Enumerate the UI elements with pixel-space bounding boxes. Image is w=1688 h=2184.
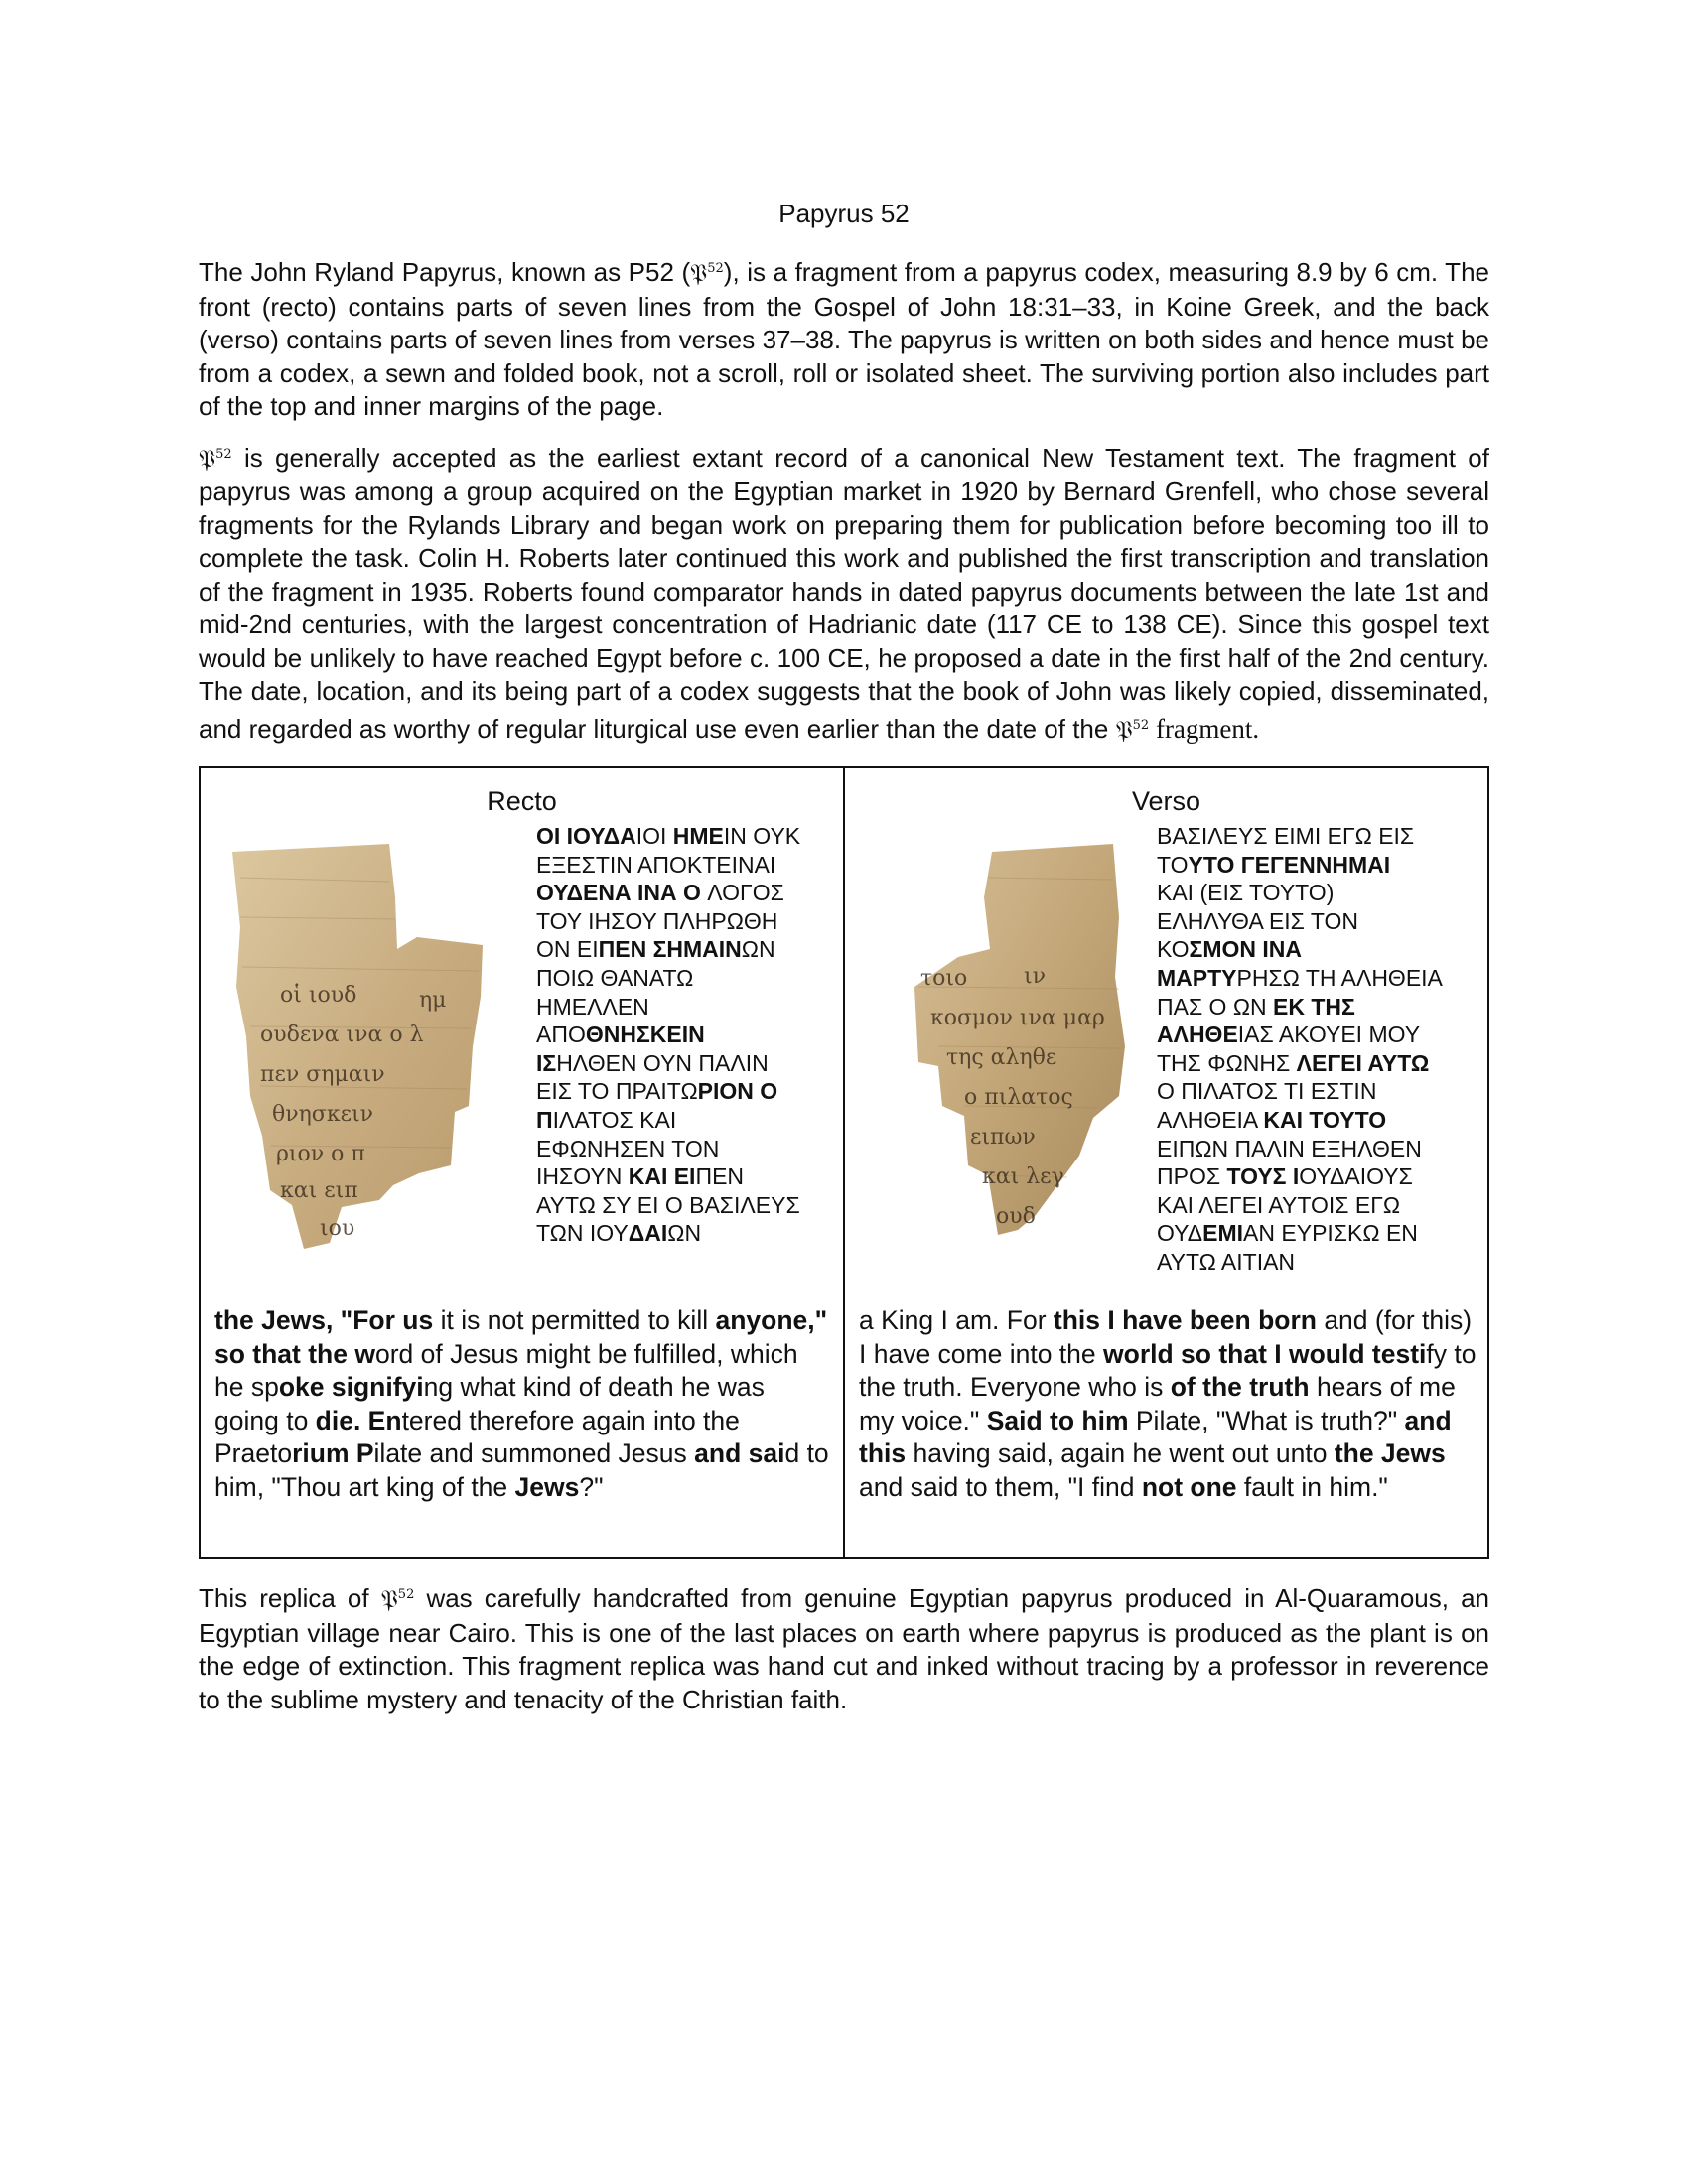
greek-segment: ΑΥΤΩ ΣΥ ΕΙ Ο ΒΑΣΙΛΕΥΣ	[536, 1191, 800, 1218]
greek-segment: ΑΝ ΕΥΡΙΣΚΩ ΕΝ	[1243, 1220, 1418, 1247]
verso-greek-text	[1157, 822, 1443, 1318]
greek-segment: ΗΛΘΕΝ ΟΥΝ ΠΑΛΙΝ	[556, 1049, 769, 1076]
greek-segment: ΟΥΔ	[1157, 1220, 1203, 1247]
recto-greek-line	[536, 1162, 800, 1191]
p52-symbol: 𝔓$^{52}$	[380, 1585, 415, 1613]
greek-segment: ΣΜΟΝ ΙΝΑ	[1189, 936, 1302, 963]
greek-segment: ΙΣ	[536, 1049, 557, 1076]
translation-segment: world so that I would testi	[1103, 1338, 1427, 1369]
svg-text:οἱ ιουδ: οἱ ιουδ	[280, 983, 357, 1008]
svg-text:και λεγ: και λεγ	[982, 1164, 1064, 1189]
svg-text:ιν: ιν	[1024, 964, 1046, 989]
comparison-table	[199, 766, 1489, 1559]
translation-segment: ord of Jesus might be fulfilled, which he sp	[214, 1338, 798, 1402]
greek-segment: ΕΙΣ ΤΟ ΠΡΑΙΤΩ	[536, 1078, 698, 1105]
translation-segment: hears of me my voice."	[859, 1372, 1456, 1435]
intro-paragraph-1	[199, 252, 1489, 424]
translation-segment: ng what kind of death he was going to	[214, 1372, 765, 1435]
recto-greek-line	[536, 879, 800, 907]
translation-segment: of the truth	[1170, 1372, 1310, 1402]
svg-text:πεν σημαιν: πεν σημαιν	[260, 1062, 385, 1087]
greek-segment: ΑΠΟ	[536, 1022, 586, 1048]
greek-segment: ΤΟ	[1157, 851, 1189, 878]
p52-symbol: 𝔓$^{52}$	[1115, 715, 1150, 744]
recto-greek-line	[536, 1106, 800, 1135]
translation-segment: Jews	[514, 1471, 580, 1502]
greek-segment: ΚΑΙ ΤΟΥΤΟ	[1263, 1106, 1387, 1133]
greek-segment: ΟΝ ΕΙ	[536, 936, 599, 963]
greek-segment: ΤΟΥ ΙΗΣΟΥ ΠΛΗΡΩΘΗ	[536, 907, 778, 934]
greek-segment: ΛΟΓΟΣ	[707, 880, 784, 906]
greek-segment: ΟΙ ΙΟΥΔΑ	[536, 823, 636, 849]
recto-greek-text	[536, 822, 800, 1318]
greek-segment: ΔΑΙ	[628, 1220, 668, 1247]
svg-text:της αληθε: της αληθε	[946, 1045, 1057, 1070]
translation-segment: a King I am. For	[859, 1305, 1054, 1335]
translation-segment: fy to the truth. Everyone who is	[859, 1338, 1477, 1402]
translation-segment: ?"	[579, 1471, 604, 1502]
greek-segment: ΘΝΗΣΚΕΙΝ	[585, 1022, 705, 1048]
verso-papyrus-image	[859, 838, 1157, 1318]
svg-text:ουδ: ουδ	[996, 1204, 1036, 1229]
intro-paragraph-2	[199, 438, 1489, 748]
recto-greek-line	[536, 1135, 800, 1163]
recto-translation	[214, 1304, 833, 1504]
verso-greek-line	[1157, 1106, 1443, 1135]
p52-symbol: 𝔓$^{52}$	[199, 444, 232, 473]
svg-text:τοιο: τοιο	[920, 966, 968, 991]
greek-segment: ΑΥΤΩ ΑΙΤΙΑΝ	[1157, 1248, 1296, 1275]
greek-segment: ΕΚ ΤΗΣ	[1273, 993, 1355, 1020]
verso-greek-line	[1157, 1049, 1443, 1078]
recto-greek-line	[536, 822, 800, 851]
intro-text: is generally accepted as the earliest extant record of a canonical New Testament text. The fragment of papyrus was among a group acquired on the Egyptian market in 1920 by Bernard Grenfell, who chose several fragments for the Rylands Library and began work on preparing them for publication before becoming too ill to complete the task. Colin H. Roberts later continued this work and published the first transcription and translation of the fragment in 1935. Roberts found comparator hands in dated papyrus documents between the late 1st and mid-2nd centuries, with the largest concentration of Hadrianic date (117 CE to 138 CE). Since this gospel text would be unlikely to have reached Egypt before c. 100 CE, he proposed a date in the first half of the 2nd century. The date, location, and its being part of a codex suggests that the book of John was likely copied, disseminated, and regarded as worthy of regular liturgical use even earlier than the date of the	[199, 442, 1489, 744]
greek-segment: ΠΑΣ Ο ΩΝ	[1157, 993, 1274, 1020]
verso-translation	[859, 1304, 1477, 1504]
translation-segment: having said, again he went out unto	[906, 1438, 1335, 1468]
greek-segment: ΜΑΡΤΥ	[1157, 964, 1237, 991]
svg-text:ιου: ιου	[320, 1216, 355, 1241]
greek-segment: ΤΟΥΣ Ι	[1226, 1163, 1300, 1190]
greek-segment: ΩΝ	[667, 1220, 702, 1247]
translation-segment: fault in him."	[1236, 1471, 1388, 1502]
greek-segment: ΕΦΩΝΗΣΕΝ ΤΟΝ	[536, 1135, 720, 1161]
translation-segment: Said to him	[986, 1405, 1129, 1435]
greek-segment: ΙΛΑΤΟΣ ΚΑΙ	[552, 1106, 677, 1133]
greek-segment: ΠΕΝ ΣΗΜΑΙΝ	[598, 936, 742, 963]
translation-segment: and sai	[694, 1438, 785, 1468]
verso-column	[843, 768, 1487, 1557]
greek-segment: ΤΗΣ ΦΩΝΗΣ	[1157, 1049, 1297, 1076]
greek-segment: ΗΜΕ	[672, 823, 724, 849]
greek-segment: ΗΜΕΛΛΕΝ	[536, 993, 649, 1020]
greek-segment: ΕΞΕΣΤΙΝ ΑΠΟΚΤΕΙΝΑΙ	[536, 851, 776, 878]
verso-heading: Verso	[1131, 786, 1201, 816]
greek-segment: ΛΕΓΕΙ ΑΥΤΩ	[1296, 1049, 1430, 1076]
recto-greek-line	[536, 1077, 800, 1106]
intro-text: The John Ryland Papyrus, known as P52 (	[199, 257, 691, 287]
svg-text:θνησκειν: θνησκειν	[272, 1102, 373, 1127]
greek-segment: ΙΑΣ ΑΚΟΥΕΙ ΜΟΥ	[1237, 1022, 1421, 1048]
recto-greek-line	[536, 1191, 800, 1220]
translation-segment: and this	[859, 1405, 1452, 1468]
translation-segment: oke signifyi	[278, 1372, 424, 1402]
recto-greek-line	[536, 935, 800, 964]
greek-segment: ΙΟΙ	[635, 823, 673, 849]
recto-greek-line	[536, 1049, 800, 1078]
greek-segment: ΙΝ ΟΥΚ	[723, 823, 801, 849]
greek-segment: ΑΛΗΘΕΙΑ	[1157, 1106, 1264, 1133]
svg-text:κοσμον ινα μαρ: κοσμον ινα μαρ	[930, 1006, 1105, 1030]
verso-greek-line	[1157, 1191, 1443, 1220]
greek-segment: ΠΡΟΣ	[1157, 1163, 1227, 1190]
translation-segment: the Jews	[1334, 1438, 1446, 1468]
translation-segment: this I have been born	[1053, 1305, 1317, 1335]
translation-segment: not one	[1141, 1471, 1237, 1502]
svg-text:ο πιλατος: ο πιλατος	[964, 1085, 1073, 1110]
translation-segment: the Jews, "For us	[214, 1305, 434, 1335]
greek-segment: ΚΑΙ ΕΙ	[628, 1163, 696, 1190]
verso-greek-line	[1157, 851, 1443, 880]
translation-segment: ilate and summoned Jesus	[373, 1438, 695, 1468]
greek-segment: ΚΑΙ (ΕΙΣ ΤΟΥΤΟ)	[1157, 880, 1335, 906]
verso-greek-line	[1157, 822, 1443, 851]
intro-text: ), is a fragment from a papyrus codex, measuring 8.9 by 6 cm. The front (recto) contains parts of seven lines from the Gospel of John 18:31–33, in Koine Greek, and the back (verso) contains parts of seven lines from verses 37–38. The papyrus is written on both sides and hence must be from a codex, a sewn and folded book, not a scroll, roll or isolated sheet. The surviving portion also includes part of the top and inner margins of the page.	[199, 257, 1489, 421]
greek-segment: ΒΑΣΙΛΕΥΣ ΕΙΜΙ ΕΓΩ ΕΙΣ	[1157, 823, 1415, 849]
page-title: Papyrus 52	[778, 199, 910, 228]
verso-greek-line	[1157, 1135, 1443, 1163]
greek-segment: ΠΟΙΩ ΘΑΝΑΤΩ	[536, 964, 694, 991]
greek-segment: ΡΙΟΝ Ο	[697, 1078, 778, 1105]
recto-greek-line	[536, 993, 800, 1022]
intro-tail: fragment.	[1149, 713, 1260, 744]
translation-segment: Pilate, "What is truth?"	[1128, 1405, 1405, 1435]
verso-greek-line	[1157, 879, 1443, 907]
greek-segment: ΟΥΔΑΙΟΥΣ	[1299, 1163, 1413, 1190]
p52-symbol: 𝔓$^{52}$	[690, 259, 724, 287]
greek-segment: Π	[536, 1106, 553, 1133]
verso-greek-line	[1157, 935, 1443, 964]
verso-greek-line	[1157, 1219, 1443, 1248]
closing-text: was carefully handcrafted from genuine Egyptian papyrus produced in Al-Quaramous, an Egyptian village near Cairo. This is one of the last places on earth where papyrus is produced as the plant is on the edge of extinction. This fragment replica was hand cut and inked without tracing by a professor in reverence to the sublime mystery and tenacity of the Christian faith.	[199, 1583, 1489, 1714]
recto-papyrus-image	[220, 838, 536, 1318]
greek-segment: ΚΑΙ ΛΕΓΕΙ ΑΥΤΟΙΣ ΕΓΩ	[1157, 1191, 1401, 1218]
translation-segment: and (for this) I have come into the	[859, 1305, 1473, 1369]
recto-greek-line	[536, 1021, 800, 1049]
greek-segment: ΠΕΝ	[695, 1163, 745, 1190]
recto-heading: Recto	[487, 786, 557, 816]
closing-text: This replica of	[199, 1583, 381, 1613]
greek-segment: ΙΗΣΟΥΝ	[536, 1163, 629, 1190]
svg-text:ριον ο π: ριον ο π	[276, 1142, 365, 1166]
translation-segment: rium P	[292, 1438, 374, 1468]
svg-text:ουδενα ινα ο λ: ουδενα ινα ο λ	[260, 1023, 424, 1047]
svg-text:ειπων: ειπων	[970, 1125, 1036, 1150]
translation-segment: d to him, "Thou art king of the	[214, 1438, 829, 1502]
recto-greek-line	[536, 964, 800, 993]
recto-greek-line	[536, 1219, 800, 1248]
translation-segment: die. En	[315, 1405, 402, 1435]
greek-segment: ΑΛΗΘΕ	[1157, 1022, 1238, 1048]
verso-greek-line	[1157, 993, 1443, 1022]
document-page	[199, 199, 1489, 1730]
greek-segment: ΕΜΙ	[1202, 1220, 1244, 1247]
greek-segment: ΕΛΗΛΥΘΑ ΕΙΣ ΤΟΝ	[1157, 907, 1359, 934]
recto-greek-line	[536, 907, 800, 936]
greek-segment: ΟΥΔΕΝΑ ΙΝΑ Ο	[536, 880, 708, 906]
greek-segment: ΥΤΟ ΓΕΓΕΝΝΗΜΑΙ	[1188, 851, 1391, 878]
translation-segment: it is not permitted to kill	[433, 1305, 716, 1335]
recto-column	[201, 768, 843, 1557]
verso-greek-line	[1157, 1162, 1443, 1191]
recto-greek-line	[536, 851, 800, 880]
translation-segment: tered therefore again into the Praeto	[214, 1405, 740, 1468]
greek-segment: ΚΟ	[1157, 936, 1190, 963]
verso-greek-line	[1157, 964, 1443, 993]
greek-segment: ΩΝ	[741, 936, 775, 963]
greek-segment: ΤΩΝ ΙΟΥ	[536, 1220, 629, 1247]
svg-text:ημ: ημ	[419, 988, 447, 1013]
svg-text:και ειπ: και ειπ	[280, 1178, 358, 1203]
closing-paragraph	[199, 1578, 1489, 1716]
greek-segment: ΕΙΠΩΝ ΠΑΛΙΝ ΕΞΗΛΘΕΝ	[1157, 1135, 1422, 1161]
translation-segment: and said to them, "I find	[859, 1471, 1142, 1502]
verso-greek-line	[1157, 1021, 1443, 1049]
translation-segment: anyone," so that the w	[214, 1305, 828, 1369]
greek-segment: ΡΗΣΩ ΤΗ ΑΛΗΘΕΙΑ	[1236, 964, 1443, 991]
verso-greek-line	[1157, 907, 1443, 936]
verso-greek-line	[1157, 1077, 1443, 1106]
greek-segment: Ο ΠΙΛΑΤΟΣ ΤΙ ΕΣΤΙΝ	[1157, 1078, 1377, 1105]
verso-greek-line	[1157, 1248, 1443, 1277]
